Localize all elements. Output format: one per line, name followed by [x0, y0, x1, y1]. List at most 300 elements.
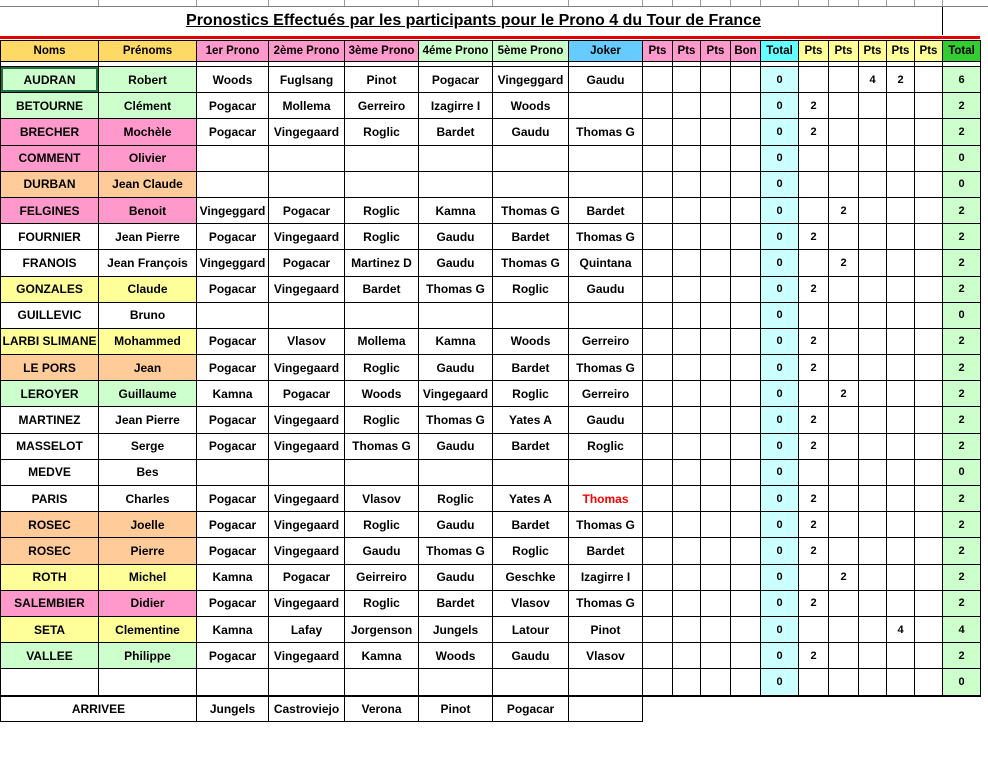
- cell-p3[interactable]: Roglic: [345, 355, 419, 381]
- cell-pts[interactable]: [887, 171, 915, 197]
- cell-pts[interactable]: [915, 302, 943, 328]
- cell-pts-empty[interactable]: [731, 407, 761, 433]
- cell-total-final[interactable]: 2: [943, 119, 981, 145]
- cell-joker[interactable]: [569, 171, 643, 197]
- cell-prenom[interactable]: [99, 669, 197, 696]
- cell-total[interactable]: 0: [761, 616, 799, 642]
- cell-pts-empty[interactable]: [701, 669, 731, 696]
- cell-total[interactable]: 0: [761, 538, 799, 564]
- cell-pts-empty[interactable]: [701, 407, 731, 433]
- cell-p3[interactable]: Gerreiro: [345, 93, 419, 119]
- cell-p1[interactable]: Pogacar: [197, 355, 269, 381]
- cell-pts[interactable]: [829, 512, 859, 538]
- cell-total[interactable]: 0: [761, 433, 799, 459]
- cell-p4[interactable]: Bardet: [419, 119, 493, 145]
- cell-pts[interactable]: 2: [799, 433, 829, 459]
- cell-pts-empty[interactable]: [701, 590, 731, 616]
- cell-p5[interactable]: [493, 171, 569, 197]
- cell-nom[interactable]: MASSELOT: [1, 433, 99, 459]
- cell-pts[interactable]: 2: [829, 381, 859, 407]
- cell-p5[interactable]: Roglic: [493, 381, 569, 407]
- cell-total[interactable]: 0: [761, 381, 799, 407]
- cell-p3[interactable]: [345, 302, 419, 328]
- cell-pts-empty[interactable]: [673, 669, 701, 696]
- cell-p3[interactable]: Jorgenson: [345, 616, 419, 642]
- cell-p5[interactable]: Woods: [493, 328, 569, 354]
- cell-pts-empty[interactable]: [643, 459, 673, 485]
- cell-p5[interactable]: Bardet: [493, 355, 569, 381]
- cell-pts[interactable]: [887, 145, 915, 171]
- header-noms[interactable]: Noms: [1, 41, 99, 62]
- cell-total-final[interactable]: 2: [943, 328, 981, 354]
- cell-pts-empty[interactable]: [701, 145, 731, 171]
- cell-joker[interactable]: [569, 302, 643, 328]
- cell-pts-empty[interactable]: [643, 145, 673, 171]
- cell-joker[interactable]: Roglic: [569, 433, 643, 459]
- cell-pts-empty[interactable]: [731, 145, 761, 171]
- cell-pts[interactable]: [915, 486, 943, 512]
- cell-p3[interactable]: [345, 171, 419, 197]
- cell-pts-empty[interactable]: [731, 459, 761, 485]
- cell-joker[interactable]: Gaudu: [569, 67, 643, 93]
- cell-nom[interactable]: ROSEC: [1, 512, 99, 538]
- cell-p4[interactable]: Woods: [419, 643, 493, 669]
- cell-p2[interactable]: Vingegaard: [269, 538, 345, 564]
- cell-p4[interactable]: Thomas G: [419, 407, 493, 433]
- cell-p1[interactable]: Woods: [197, 67, 269, 93]
- cell-pts-empty[interactable]: [643, 538, 673, 564]
- cell-pts[interactable]: [829, 67, 859, 93]
- cell-prenom[interactable]: Guillaume: [99, 381, 197, 407]
- cell-nom[interactable]: FELGINES: [1, 197, 99, 223]
- cell-p4[interactable]: Gaudu: [419, 355, 493, 381]
- cell-nom[interactable]: ROSEC: [1, 538, 99, 564]
- cell-joker[interactable]: Thomas G: [569, 355, 643, 381]
- cell-pts-empty[interactable]: [643, 643, 673, 669]
- cell-prenom[interactable]: Didier: [99, 590, 197, 616]
- cell-p2[interactable]: Vingegaard: [269, 486, 345, 512]
- cell-total[interactable]: 0: [761, 486, 799, 512]
- cell-p5[interactable]: Gaudu: [493, 643, 569, 669]
- cell-pts-empty[interactable]: [701, 486, 731, 512]
- cell-joker[interactable]: Thomas G: [569, 224, 643, 250]
- cell-pts[interactable]: [887, 276, 915, 302]
- cell-p4[interactable]: Jungels: [419, 616, 493, 642]
- cell-pts[interactable]: [829, 669, 859, 696]
- cell-total-final[interactable]: 2: [943, 197, 981, 223]
- cell-pts-empty[interactable]: [643, 93, 673, 119]
- cell-p4[interactable]: Gaudu: [419, 433, 493, 459]
- cell-pts[interactable]: [799, 381, 829, 407]
- cell-total-final[interactable]: 6: [943, 67, 981, 93]
- cell-pts-empty[interactable]: [701, 224, 731, 250]
- cell-joker[interactable]: Gerreiro: [569, 381, 643, 407]
- cell-pts[interactable]: [915, 643, 943, 669]
- cell-p4[interactable]: Kamna: [419, 328, 493, 354]
- cell-pts[interactable]: [829, 119, 859, 145]
- cell-total-final[interactable]: 2: [943, 486, 981, 512]
- header-prono-2[interactable]: 2ème Prono: [269, 41, 345, 62]
- cell-pts-empty[interactable]: [701, 197, 731, 223]
- cell-p1[interactable]: Pogacar: [197, 328, 269, 354]
- cell-pts-empty[interactable]: [643, 276, 673, 302]
- cell-pts[interactable]: [915, 197, 943, 223]
- cell-total[interactable]: 0: [761, 224, 799, 250]
- cell-p4[interactable]: Gaudu: [419, 250, 493, 276]
- cell-pts-empty[interactable]: [701, 171, 731, 197]
- cell-joker[interactable]: Izagirre I: [569, 564, 643, 590]
- cell-joker[interactable]: [569, 459, 643, 485]
- cell-total[interactable]: 0: [761, 643, 799, 669]
- cell-pts-empty[interactable]: [673, 224, 701, 250]
- cell-p5[interactable]: [493, 145, 569, 171]
- cell-total-final[interactable]: 2: [943, 433, 981, 459]
- cell-p3[interactable]: Bardet: [345, 276, 419, 302]
- cell-p2[interactable]: Vingegaard: [269, 512, 345, 538]
- cell-pts-empty[interactable]: [701, 616, 731, 642]
- header-prono-1[interactable]: 1er Prono: [197, 41, 269, 62]
- cell-pts-empty[interactable]: [701, 538, 731, 564]
- cell-total-final[interactable]: 0: [943, 171, 981, 197]
- cell-p2[interactable]: Pogacar: [269, 564, 345, 590]
- cell-p5[interactable]: Gaudu: [493, 119, 569, 145]
- cell-pts[interactable]: [859, 119, 887, 145]
- cell-joker[interactable]: Thomas G: [569, 119, 643, 145]
- cell-p3[interactable]: Roglic: [345, 197, 419, 223]
- cell-pts-empty[interactable]: [701, 433, 731, 459]
- cell-total-final[interactable]: 2: [943, 590, 981, 616]
- cell-p5[interactable]: Roglic: [493, 538, 569, 564]
- cell-total[interactable]: 0: [761, 119, 799, 145]
- cell-pts-empty[interactable]: [643, 171, 673, 197]
- cell-pts-empty[interactable]: [643, 67, 673, 93]
- cell-pts-empty[interactable]: [643, 669, 673, 696]
- cell-p2[interactable]: Vingegaard: [269, 119, 345, 145]
- cell-pts-empty[interactable]: [643, 355, 673, 381]
- cell-p1[interactable]: [197, 459, 269, 485]
- cell-p5[interactable]: Thomas G: [493, 197, 569, 223]
- cell-joker[interactable]: [569, 145, 643, 171]
- cell-total[interactable]: 0: [761, 197, 799, 223]
- cell-nom[interactable]: AUDRAN: [1, 67, 99, 93]
- cell-prenom[interactable]: Joelle: [99, 512, 197, 538]
- cell-prenom[interactable]: Olivier: [99, 145, 197, 171]
- cell-nom[interactable]: LEROYER: [1, 381, 99, 407]
- cell-pts[interactable]: [829, 171, 859, 197]
- cell-joker[interactable]: Gerreiro: [569, 328, 643, 354]
- cell-joker[interactable]: Thomas G: [569, 512, 643, 538]
- cell-nom[interactable]: SETA: [1, 616, 99, 642]
- cell-p4[interactable]: Thomas G: [419, 538, 493, 564]
- cell-pts[interactable]: 2: [799, 276, 829, 302]
- cell-total-final[interactable]: 2: [943, 538, 981, 564]
- cell-pts[interactable]: [859, 486, 887, 512]
- cell-pts[interactable]: [915, 669, 943, 696]
- cell-total[interactable]: 0: [761, 355, 799, 381]
- cell-pts[interactable]: [799, 145, 829, 171]
- cell-total-final[interactable]: 2: [943, 564, 981, 590]
- cell-pts[interactable]: [829, 538, 859, 564]
- cell-pts-empty[interactable]: [673, 486, 701, 512]
- cell-p1[interactable]: Pogacar: [197, 643, 269, 669]
- cell-pts-empty[interactable]: [701, 67, 731, 93]
- cell-pts[interactable]: [887, 433, 915, 459]
- cell-pts[interactable]: [859, 381, 887, 407]
- cell-pts[interactable]: 2: [799, 590, 829, 616]
- cell-joker[interactable]: Pinot: [569, 616, 643, 642]
- cell-p4[interactable]: Pogacar: [419, 67, 493, 93]
- cell-p2[interactable]: [269, 171, 345, 197]
- cell-pts-empty[interactable]: [731, 564, 761, 590]
- cell-pts[interactable]: [859, 328, 887, 354]
- cell-pts-empty[interactable]: [731, 512, 761, 538]
- cell-nom[interactable]: LE PORS: [1, 355, 99, 381]
- cell-pts-empty[interactable]: [731, 250, 761, 276]
- cell-p1[interactable]: Kamna: [197, 564, 269, 590]
- cell-pts-empty[interactable]: [731, 355, 761, 381]
- cell-pts-empty[interactable]: [673, 276, 701, 302]
- cell-p2[interactable]: Pogacar: [269, 250, 345, 276]
- cell-pts[interactable]: [915, 145, 943, 171]
- cell-pts-empty[interactable]: [701, 512, 731, 538]
- cell-pts[interactable]: [887, 381, 915, 407]
- cell-total-final[interactable]: 2: [943, 355, 981, 381]
- cell-pts-empty[interactable]: [731, 302, 761, 328]
- cell-pts[interactable]: 2: [799, 407, 829, 433]
- cell-p2[interactable]: Vingegaard: [269, 643, 345, 669]
- cell-pts[interactable]: [859, 616, 887, 642]
- cell-total-final[interactable]: 2: [943, 381, 981, 407]
- cell-p4[interactable]: Bardet: [419, 590, 493, 616]
- cell-prenom[interactable]: Clementine: [99, 616, 197, 642]
- cell-total-final[interactable]: 2: [943, 276, 981, 302]
- cell-nom[interactable]: MEDVE: [1, 459, 99, 485]
- cell-nom[interactable]: ROTH: [1, 564, 99, 590]
- cell-p2[interactable]: Mollema: [269, 93, 345, 119]
- cell-total-final[interactable]: 2: [943, 407, 981, 433]
- cell-pts[interactable]: [799, 197, 829, 223]
- cell-prenom[interactable]: Jean François: [99, 250, 197, 276]
- cell-pts-empty[interactable]: [643, 590, 673, 616]
- cell-nom[interactable]: LARBI SLIMANE: [1, 328, 99, 354]
- header-total-final[interactable]: Total: [943, 41, 981, 62]
- cell-pts-empty[interactable]: [731, 616, 761, 642]
- cell-p1[interactable]: Pogacar: [197, 276, 269, 302]
- cell-prenom[interactable]: Mochèle: [99, 119, 197, 145]
- cell-joker[interactable]: Gaudu: [569, 276, 643, 302]
- cell-pts[interactable]: [799, 250, 829, 276]
- cell-p5[interactable]: Vingeggard: [493, 67, 569, 93]
- cell-pts-empty[interactable]: [673, 197, 701, 223]
- cell-prenom[interactable]: Philippe: [99, 643, 197, 669]
- cell-total[interactable]: 0: [761, 93, 799, 119]
- cell-pts[interactable]: [829, 328, 859, 354]
- cell-p2[interactable]: Vlasov: [269, 328, 345, 354]
- cell-p2[interactable]: [269, 669, 345, 696]
- cell-pts-empty[interactable]: [673, 512, 701, 538]
- cell-prenom[interactable]: Bes: [99, 459, 197, 485]
- cell-p3[interactable]: Kamna: [345, 643, 419, 669]
- cell-pts-empty[interactable]: [643, 512, 673, 538]
- cell-nom[interactable]: COMMENT: [1, 145, 99, 171]
- header-total[interactable]: Total: [761, 41, 799, 62]
- cell-pts[interactable]: [915, 328, 943, 354]
- cell-nom[interactable]: SALEMBIER: [1, 590, 99, 616]
- cell-pts-empty[interactable]: [731, 276, 761, 302]
- cell-pts[interactable]: [887, 250, 915, 276]
- cell-total[interactable]: 0: [761, 171, 799, 197]
- cell-pts-empty[interactable]: [643, 119, 673, 145]
- cell-pts-empty[interactable]: [701, 250, 731, 276]
- cell-total-final[interactable]: 4: [943, 616, 981, 642]
- cell-p4[interactable]: [419, 669, 493, 696]
- cell-p5[interactable]: Roglic: [493, 276, 569, 302]
- cell-total[interactable]: 0: [761, 145, 799, 171]
- cell-p1[interactable]: Vingeggard: [197, 197, 269, 223]
- cell-total[interactable]: 0: [761, 512, 799, 538]
- cell-pts[interactable]: [915, 171, 943, 197]
- cell-total[interactable]: 0: [761, 328, 799, 354]
- cell-pts[interactable]: [829, 643, 859, 669]
- header-prono-5[interactable]: 5ème Prono: [493, 41, 569, 62]
- cell-nom[interactable]: BRECHER: [1, 119, 99, 145]
- cell-pts[interactable]: [829, 224, 859, 250]
- cell-p1[interactable]: [197, 669, 269, 696]
- cell-p1[interactable]: Pogacar: [197, 407, 269, 433]
- cell-prenom[interactable]: Benoit: [99, 197, 197, 223]
- cell-prenom[interactable]: Claude: [99, 276, 197, 302]
- cell-total[interactable]: 0: [761, 564, 799, 590]
- cell-total-final[interactable]: 2: [943, 93, 981, 119]
- cell-pts[interactable]: [859, 302, 887, 328]
- arrivee-4[interactable]: Pinot: [419, 696, 493, 722]
- cell-pts[interactable]: [915, 538, 943, 564]
- cell-p3[interactable]: [345, 145, 419, 171]
- cell-joker[interactable]: Bardet: [569, 197, 643, 223]
- cell-pts-empty[interactable]: [731, 197, 761, 223]
- cell-pts-empty[interactable]: [673, 590, 701, 616]
- cell-joker[interactable]: [569, 669, 643, 696]
- cell-pts[interactable]: 2: [829, 197, 859, 223]
- cell-p3[interactable]: Roglic: [345, 407, 419, 433]
- cell-pts[interactable]: [859, 145, 887, 171]
- cell-joker[interactable]: Thomas: [569, 486, 643, 512]
- cell-pts-empty[interactable]: [643, 564, 673, 590]
- cell-total[interactable]: 0: [761, 590, 799, 616]
- cell-p5[interactable]: Bardet: [493, 512, 569, 538]
- cell-nom[interactable]: DURBAN: [1, 171, 99, 197]
- cell-prenom[interactable]: Pierre: [99, 538, 197, 564]
- cell-nom[interactable]: VALLEE: [1, 643, 99, 669]
- cell-prenom[interactable]: Serge: [99, 433, 197, 459]
- cell-pts-empty[interactable]: [731, 669, 761, 696]
- cell-pts[interactable]: [799, 669, 829, 696]
- cell-p3[interactable]: Martinez D: [345, 250, 419, 276]
- cell-prenom[interactable]: Clément: [99, 93, 197, 119]
- cell-total-final[interactable]: 0: [943, 302, 981, 328]
- cell-prenom[interactable]: Jean: [99, 355, 197, 381]
- cell-p4[interactable]: Thomas G: [419, 276, 493, 302]
- cell-pts[interactable]: [887, 538, 915, 564]
- cell-p4[interactable]: Izagirre I: [419, 93, 493, 119]
- cell-pts[interactable]: [829, 276, 859, 302]
- cell-pts-empty[interactable]: [643, 381, 673, 407]
- cell-pts[interactable]: 4: [887, 616, 915, 642]
- cell-pts[interactable]: 2: [799, 355, 829, 381]
- cell-pts[interactable]: [859, 643, 887, 669]
- cell-pts[interactable]: 2: [799, 328, 829, 354]
- cell-p2[interactable]: [269, 145, 345, 171]
- cell-pts-empty[interactable]: [673, 616, 701, 642]
- cell-pts[interactable]: 4: [859, 67, 887, 93]
- header-prono-3[interactable]: 3ème Prono: [345, 41, 419, 62]
- cell-pts-empty[interactable]: [731, 93, 761, 119]
- cell-pts-empty[interactable]: [673, 355, 701, 381]
- cell-pts-empty[interactable]: [673, 250, 701, 276]
- header-joker[interactable]: Joker: [569, 41, 643, 62]
- cell-pts-empty[interactable]: [673, 171, 701, 197]
- cell-pts[interactable]: [887, 564, 915, 590]
- cell-pts-empty[interactable]: [701, 643, 731, 669]
- cell-p1[interactable]: [197, 302, 269, 328]
- cell-p1[interactable]: Pogacar: [197, 512, 269, 538]
- cell-pts[interactable]: [887, 643, 915, 669]
- cell-prenom[interactable]: Michel: [99, 564, 197, 590]
- header-pts[interactable]: Pts: [829, 41, 859, 62]
- cell-pts[interactable]: [829, 459, 859, 485]
- cell-pts-empty[interactable]: [701, 459, 731, 485]
- cell-p3[interactable]: Roglic: [345, 512, 419, 538]
- cell-p5[interactable]: [493, 302, 569, 328]
- cell-p4[interactable]: [419, 145, 493, 171]
- cell-total[interactable]: 0: [761, 250, 799, 276]
- cell-p4[interactable]: Gaudu: [419, 564, 493, 590]
- cell-joker[interactable]: Quintana: [569, 250, 643, 276]
- cell-pts[interactable]: [915, 564, 943, 590]
- cell-p2[interactable]: [269, 459, 345, 485]
- header-prenoms[interactable]: Prénoms: [99, 41, 197, 62]
- cell-total-final[interactable]: 0: [943, 145, 981, 171]
- arrivee-empty[interactable]: [569, 696, 643, 722]
- cell-pts[interactable]: 2: [799, 486, 829, 512]
- cell-pts[interactable]: [829, 486, 859, 512]
- cell-total[interactable]: 0: [761, 67, 799, 93]
- cell-nom[interactable]: MARTINEZ: [1, 407, 99, 433]
- cell-pts[interactable]: [829, 355, 859, 381]
- cell-pts-empty[interactable]: [673, 302, 701, 328]
- cell-pts[interactable]: [915, 381, 943, 407]
- cell-pts[interactable]: [799, 171, 829, 197]
- cell-prenom[interactable]: Jean Pierre: [99, 224, 197, 250]
- cell-pts-empty[interactable]: [673, 328, 701, 354]
- cell-p5[interactable]: Yates A: [493, 486, 569, 512]
- arrivee-3[interactable]: Verona: [345, 696, 419, 722]
- cell-pts-empty[interactable]: [731, 643, 761, 669]
- cell-pts[interactable]: [799, 616, 829, 642]
- cell-p3[interactable]: Gaudu: [345, 538, 419, 564]
- cell-p3[interactable]: Roglic: [345, 224, 419, 250]
- cell-nom[interactable]: GUILLEVIC: [1, 302, 99, 328]
- cell-p5[interactable]: Bardet: [493, 433, 569, 459]
- cell-p4[interactable]: [419, 459, 493, 485]
- cell-p4[interactable]: Roglic: [419, 486, 493, 512]
- cell-pts[interactable]: [887, 119, 915, 145]
- cell-pts[interactable]: [915, 276, 943, 302]
- cell-p5[interactable]: Latour: [493, 616, 569, 642]
- cell-pts[interactable]: [915, 616, 943, 642]
- cell-total[interactable]: 0: [761, 407, 799, 433]
- cell-p2[interactable]: Lafay: [269, 616, 345, 642]
